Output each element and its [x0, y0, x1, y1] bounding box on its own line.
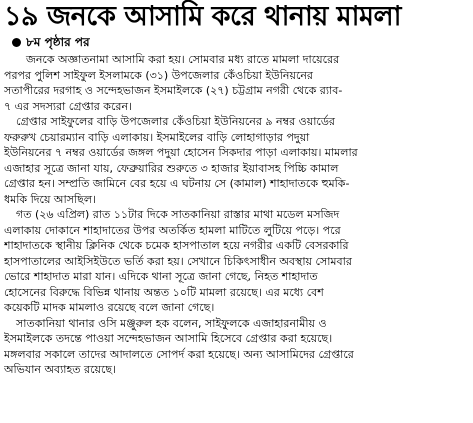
paragraph-1 — [4, 52, 469, 114]
text-line: সতাপীরের দরগাহ ও সন্দেহভাজন ইসমাইলকে (২৭) চট্টগ্রাম নগরী থেকে র‍্যাব- — [4, 84, 343, 97]
bullet-icon — [12, 38, 21, 47]
text-line: পরপর পুলিশ সাইফুল ইসলামকে (৩১) উপজেলার কেঁওচিয়া ইউনিয়নের — [4, 68, 313, 82]
text-line: ফরুরুখ চেয়ারম্যান বাড়ি এলাকায়। ইসমাইলের বাড়ি লোহাগাড়ার পদুয়া — [4, 130, 310, 144]
text-line: এলাকায় দোকানে শাহাদাতের উপর অতর্কিত হামলা মাটিতে লুটিয়ে পড়ে। পরে — [4, 223, 341, 237]
continued-from-label — [4, 34, 469, 50]
text-line: হাসপাতালের আইসিইউতে ভর্তি করা হয়। সেখানে চিকিৎসাধীন অবস্থায় সোমবার — [4, 254, 352, 268]
headline: ১৯ জনকে আসামি করে থানায় মামলা — [4, 1, 401, 32]
text-line: ইউনিয়নের ৭ নম্বর ওয়ার্ডের জঙ্গল পদুয়া হোসেন সিকদার পাড়া এলাকায়। মামলার — [4, 146, 358, 159]
paragraph-4 — [4, 316, 469, 378]
article-body — [4, 52, 469, 378]
text-line: ইসমাইলকে তদন্তে পাওয়া সন্দেহভাজন আসামি হিসেবে গ্রেপ্তার করা হয়েছে। — [4, 332, 333, 345]
text-line: গ্রেপ্তার হন। সম্প্রতি জামিনে বের হয়ে এ ঘটনায় সে (কামাল) শাহাদাতকে হুমকি- — [4, 177, 350, 190]
text-line: হোসেনের বিরুদ্ধে বিভিন্ন থানায় অন্তত ১০টি মামলা রয়েছে। এর মধ্যে বেশ — [4, 285, 324, 299]
text-line: জনকে অজ্ঞাতনামা আসামি করা হয়। সোমবার মধ্য রাতে মামলা দায়েরের — [26, 53, 340, 66]
text-line: এজাহার সূত্রে জানা যায়, ফেব্রুয়ারির শুরুতে ৩ হাজার ইয়াবাসহ পিচ্চি কামাল — [4, 161, 339, 175]
text-line: শাহাদাতকে স্থানীয় ক্লিনিক থেকে চমেক হাসপাতাল হয়ে নগরীর একটি বেসরকারি — [4, 239, 349, 252]
paragraph-2 — [4, 114, 469, 207]
text-line: ৭ এর সদস্যরা গ্রেপ্তার করেন। — [4, 99, 132, 113]
text-line: অভিযান অব্যাহত রয়েছে। — [4, 363, 116, 376]
text-line: ধমকি দিয়ে আসছিল। — [4, 192, 96, 206]
text-line: মঙ্গলবার সকালে তাদের আদালতে সোপর্দ করা হয়েছে। অন্য আসামিদের গ্রেপ্তারে — [4, 347, 354, 361]
text-line: কয়েকটি মাদক মামলাও রয়েছে বলে জানা গেছে। — [4, 301, 215, 314]
text-line: সাতকানিয়া থানার ওসি মঞ্জুরুল হক বলেন, সাইফুলকে এজাহারনামীয় ও — [16, 316, 327, 330]
text-line: গত (২৬ এপ্রিল) রাত ১১টার দিকে সাতকানিয়া রাস্তার মাথা মডেল মসজিদ — [16, 208, 340, 221]
text-line: গ্রেপ্তার সাইফুলের বাড়ি উপজেলার কেঁওচিয়া ইউনিয়নের ৯ নম্বর ওয়ার্ডের — [16, 115, 335, 128]
continued-text: ৮ম পৃষ্ঠার পর — [26, 35, 90, 49]
text-line: ভোরে শাহাদাত মারা যান। এদিকে থানা সূত্রে জানা গেছে, নিহত শাহাদাত — [4, 270, 318, 283]
paragraph-3 — [4, 207, 469, 316]
